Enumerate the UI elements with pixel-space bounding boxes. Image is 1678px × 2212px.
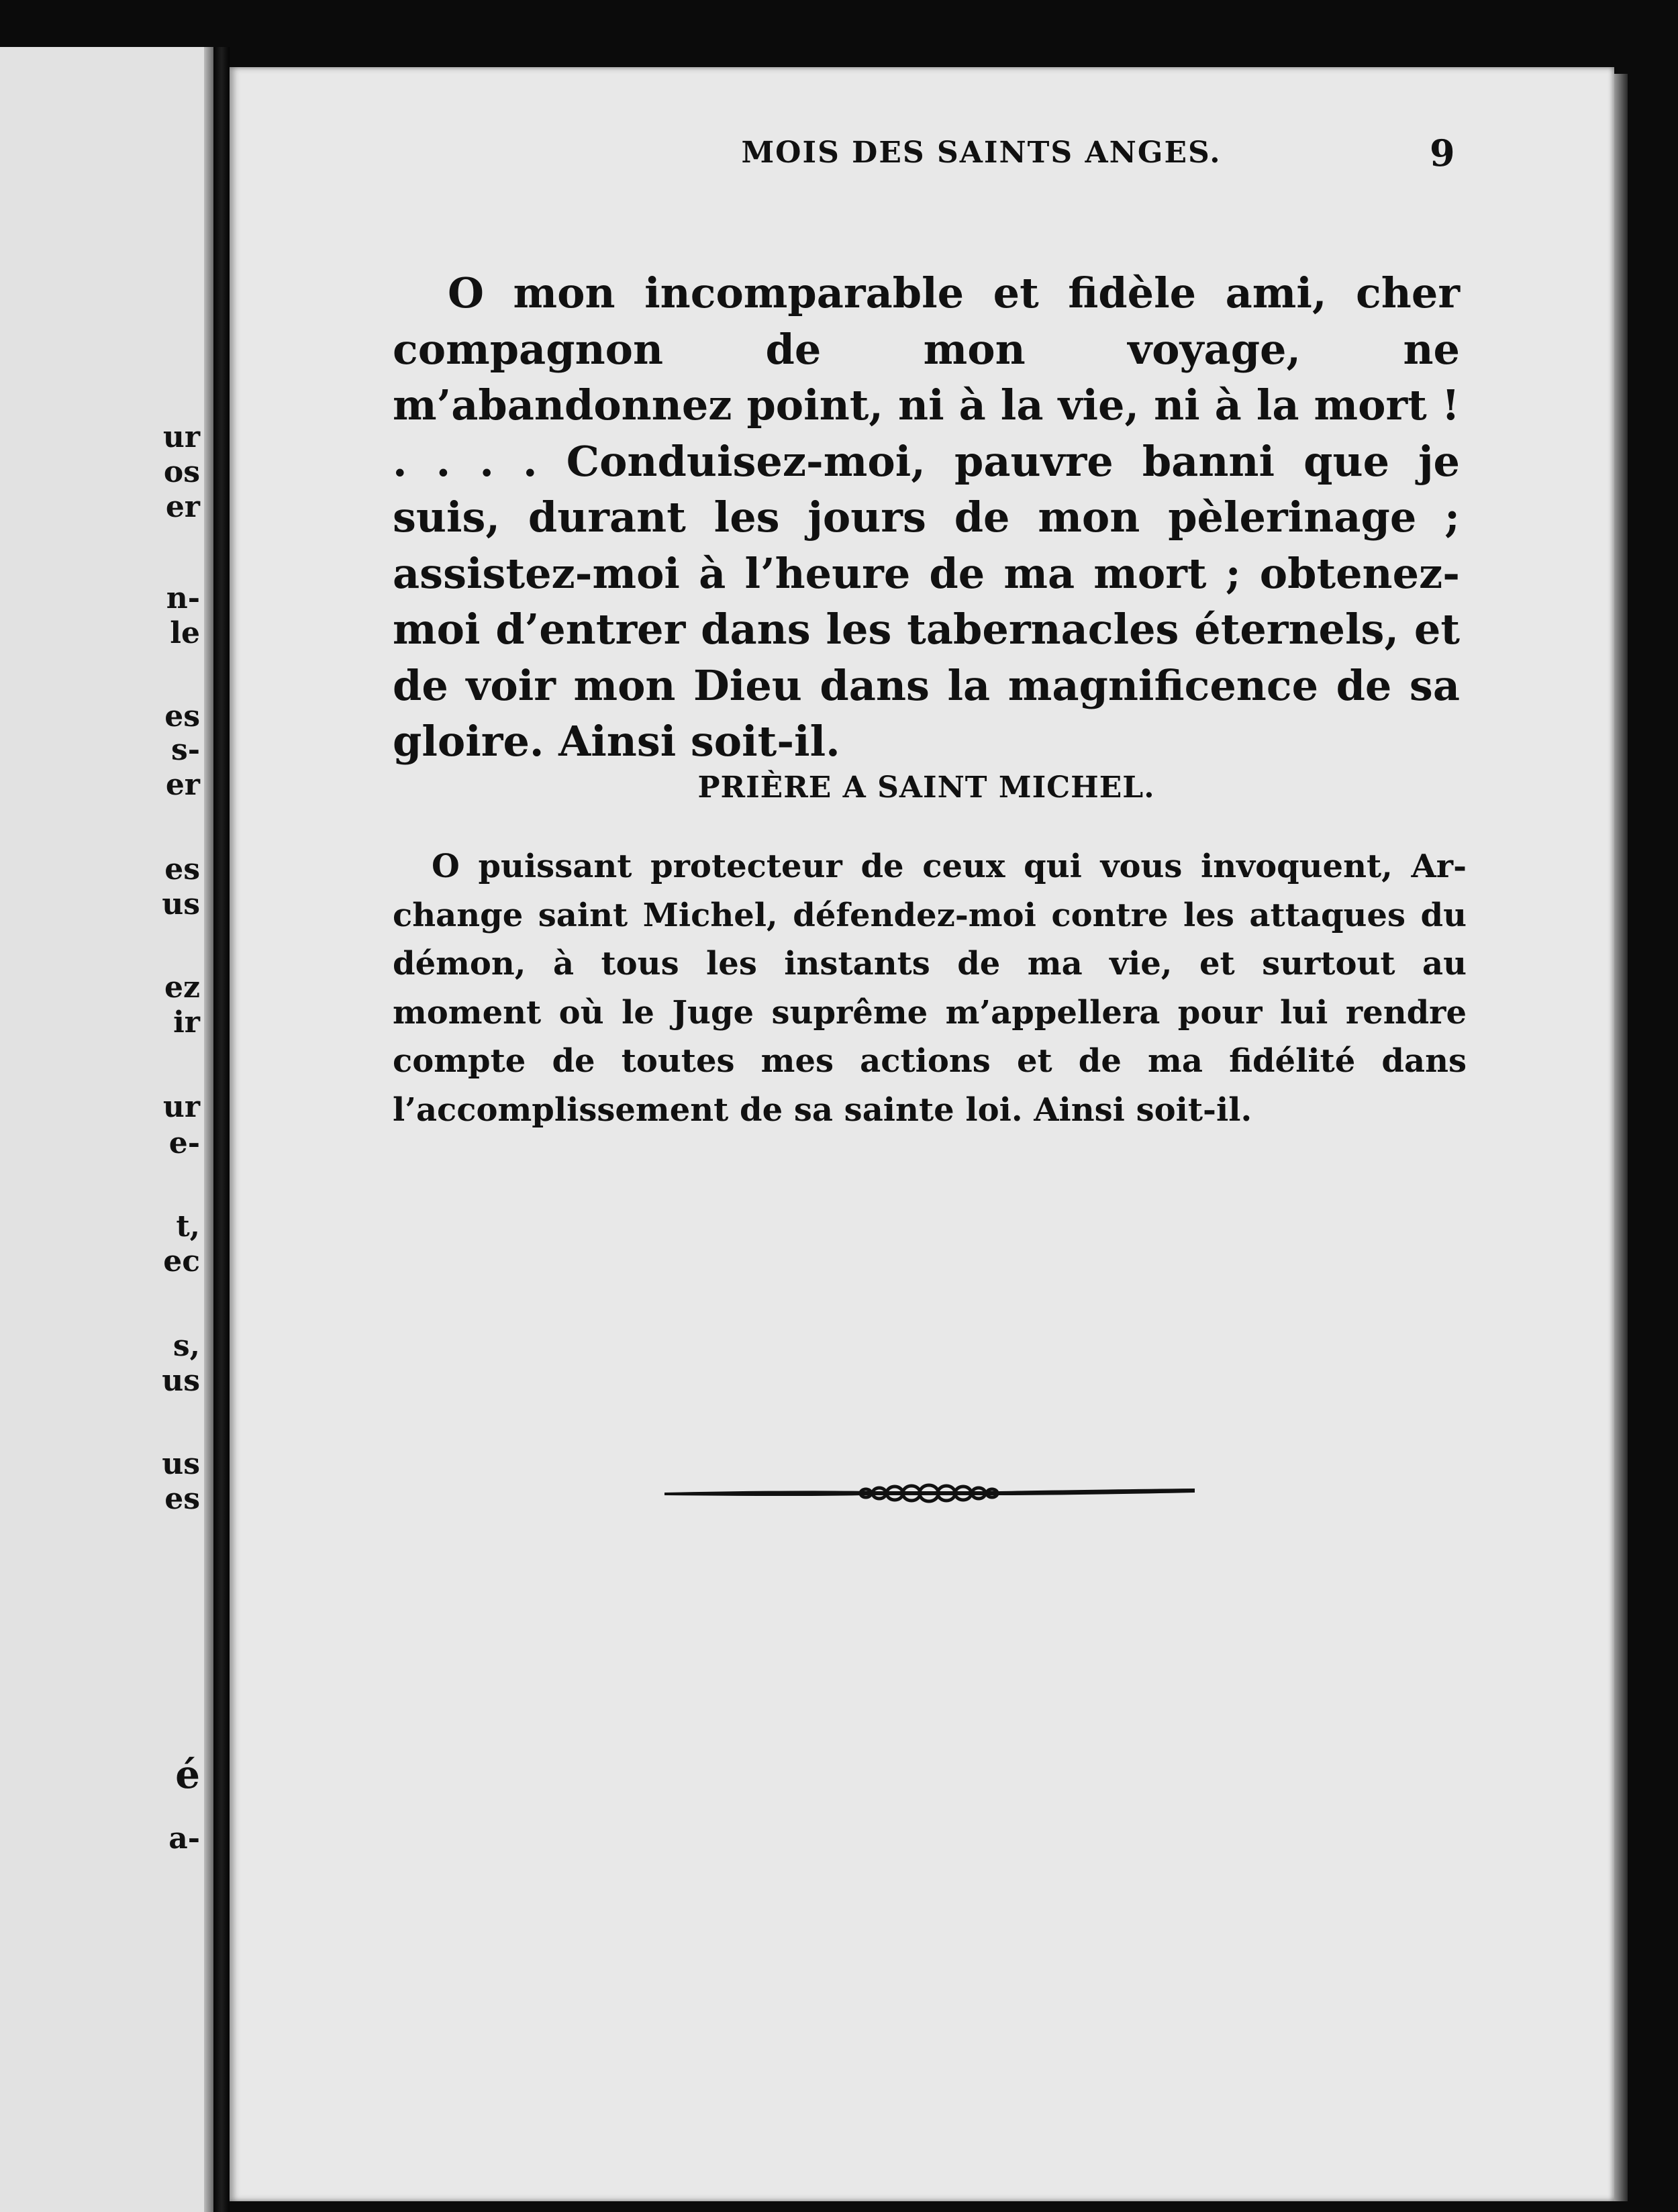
left-fragment: ur — [162, 1090, 200, 1124]
left-fragment: le — [170, 616, 200, 650]
left-fragment: n- — [166, 581, 200, 615]
left-fragment: t, — [176, 1209, 200, 1244]
left-fragment: us — [162, 887, 200, 921]
running-title: MOIS DES SAINTS ANGES. — [741, 136, 1222, 170]
left-fragment: ez — [164, 970, 200, 1005]
prayer-text: O puissant protecteur de ceux qui vous invoquent, Archange saint Michel, défendez-moi contre les attaques du démon, à tous les instants de ma vie, et surtout au moment où le Juge suprême m’appellera pour lui rendre compte de toutes mes actions et de ma fidélité dans l’accomplissement de sa sainte loi. Ainsi soit-il. — [393, 848, 1467, 1129]
left-fragment: os — [163, 455, 200, 489]
left-fragment: es — [164, 852, 200, 887]
left-fragment: ec — [163, 1244, 200, 1278]
left-fragment: s, — [172, 1329, 200, 1363]
book-gutter — [213, 47, 230, 2212]
prayer-title: PRIÈRE A SAINT MICHEL. — [697, 770, 1155, 805]
ornament-rule-icon — [664, 1474, 1201, 1514]
left-fragment: ir — [173, 1005, 200, 1040]
page-number: 9 — [1430, 132, 1455, 174]
left-fragment: er — [165, 768, 200, 802]
left-fragment: s- — [170, 733, 200, 767]
left-fragment: us — [162, 1447, 200, 1481]
spine-shadow — [204, 47, 213, 2212]
left-fragment: us — [162, 1364, 200, 1398]
left-fragment: e- — [168, 1126, 200, 1160]
left-fragment: é — [175, 1752, 200, 1797]
left-fragment: er — [165, 490, 200, 524]
left-fragment: ur — [162, 420, 200, 454]
main-paragraph: O mon incomparable et fidèle ami, cher compagnon de mon voyage, ne m’abandonnez point, ni à la vie, ni à la mort ! . . . . Conduisez-moi, pauvre banni que je suis, durant les jours de mon pèlerinage ; assistez-moi à l’heure de ma mort ; obtenez-moi d’entrer dans les tabernacles éternels, et de voir mon Dieu dans la magnificence de sa gloire. Ainsi soit-il. — [393, 268, 1460, 766]
left-fragment: es — [164, 699, 200, 734]
left-fragment: es — [164, 1482, 200, 1516]
left-fragment: a- — [168, 1821, 200, 1856]
page-edge-shadow — [1614, 74, 1628, 2201]
previous-page-fragment — [0, 47, 213, 2212]
